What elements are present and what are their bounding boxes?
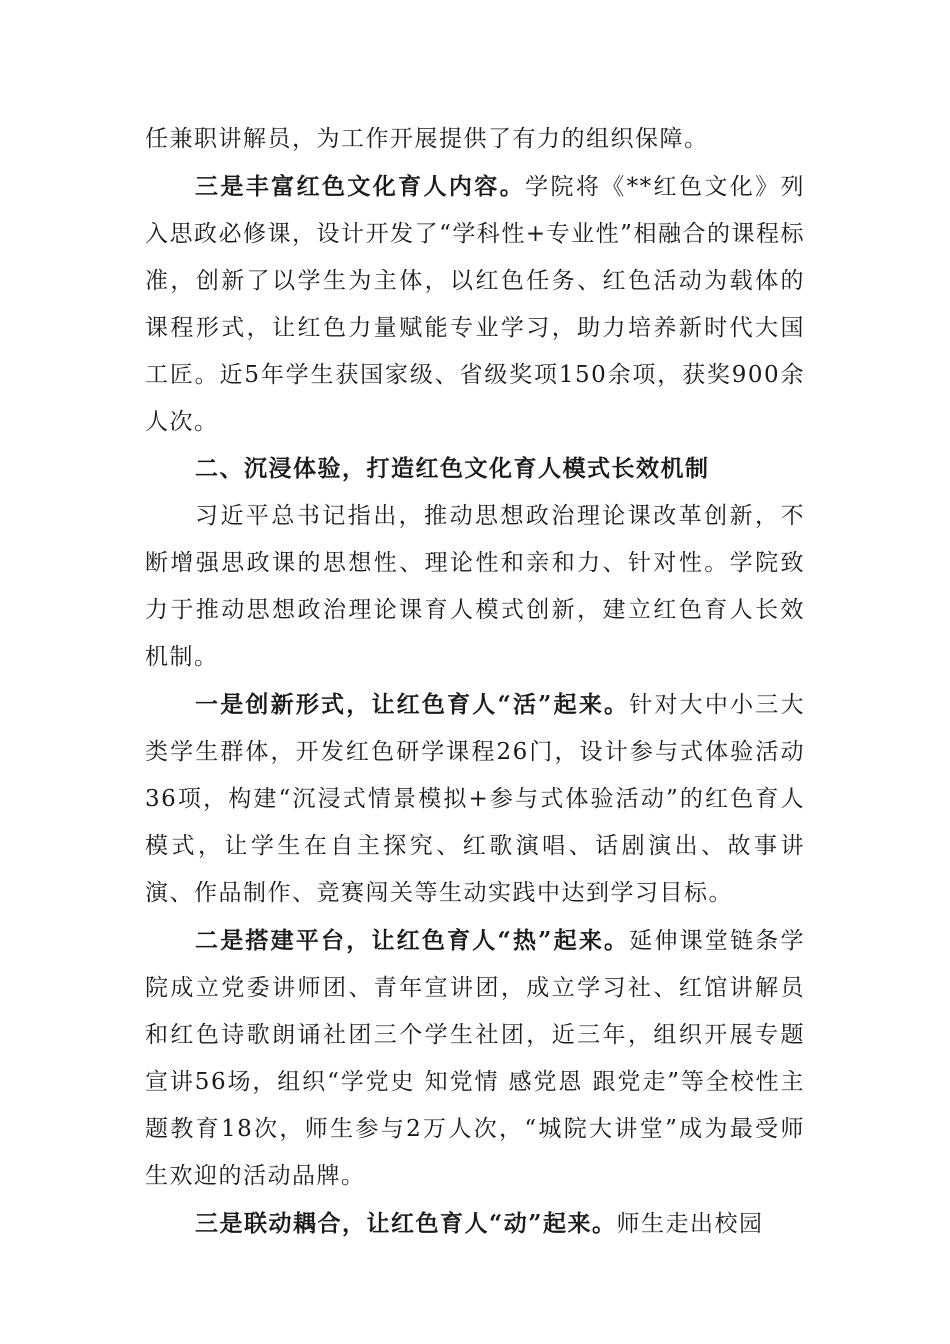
paragraph-lead: 三是丰富红色文化育人内容。	[195, 173, 526, 200]
paragraph-text: 师生走出校园	[616, 1211, 764, 1237]
paragraph-text: 习近平总书记指出，推动思想政治理论课改革创新，不断增强思政课的思想性、理论性和亲和力、针对性。学院致力于推动思想政治理论课育人模式创新，建立红色育人长效机制。	[145, 503, 805, 670]
paragraph-lead: 三是联动耦合，让红色育人“动”起来。	[195, 1210, 617, 1237]
paragraph-text: 针对大中小三大类学生群体，开发红色研学课程26门，设计参与式体验活动36项，构建“沉浸式情景模拟+参与式体验活动”的红色育人模式，让学生在自主探究、红歌演唱、话剧演出、故事讲演、作品制作、竞赛闯关等生动实践中达到学习目标。	[145, 692, 805, 906]
section-heading: 二、沉浸体验，打造红色文化育人模式长效机制	[195, 456, 710, 482]
paragraph-innovate-form	[145, 681, 805, 917]
paragraph-linkage	[145, 1200, 805, 1248]
paragraph-lead: 二是搭建平台，让红色育人“热”起来。	[195, 927, 630, 954]
paragraph-text: 学院将《**红色文化》列入思政必修课，设计开发了“学科性+专业性”相融合的课程标准，创新了以学生为主体，以红色任务、红色活动为载体的课程形式，让红色力量赋能专业学习，助力培养新时代大国工匠。近5年学生获国家级、省级奖项150余项，获奖900余人次。	[145, 174, 806, 435]
paragraph-text: 延伸课堂链条学院成立党委讲师团、青年宣讲团，成立学习社、红馆讲解员和红色诗歌朗诵社团三个学生社团，近三年，组织开展专题宣讲56场，组织“学党史 知党情 感党恩 跟党走”等全校性主题教育18次，师生参与2万人次，“城院大讲堂”成为最受师生欢迎的活动品牌。	[145, 928, 805, 1189]
paragraph-text: 任兼职讲解员，为工作开展提供了有力的组织保障。	[145, 126, 709, 152]
paragraph-continued	[145, 116, 805, 163]
paragraph-build-platform	[145, 917, 805, 1200]
paragraph-lead: 一是创新形式，让红色育人“活”起来。	[195, 691, 630, 718]
document-body	[145, 116, 805, 1248]
paragraph-enrich-content	[145, 163, 805, 446]
paragraph-intro	[145, 493, 805, 681]
